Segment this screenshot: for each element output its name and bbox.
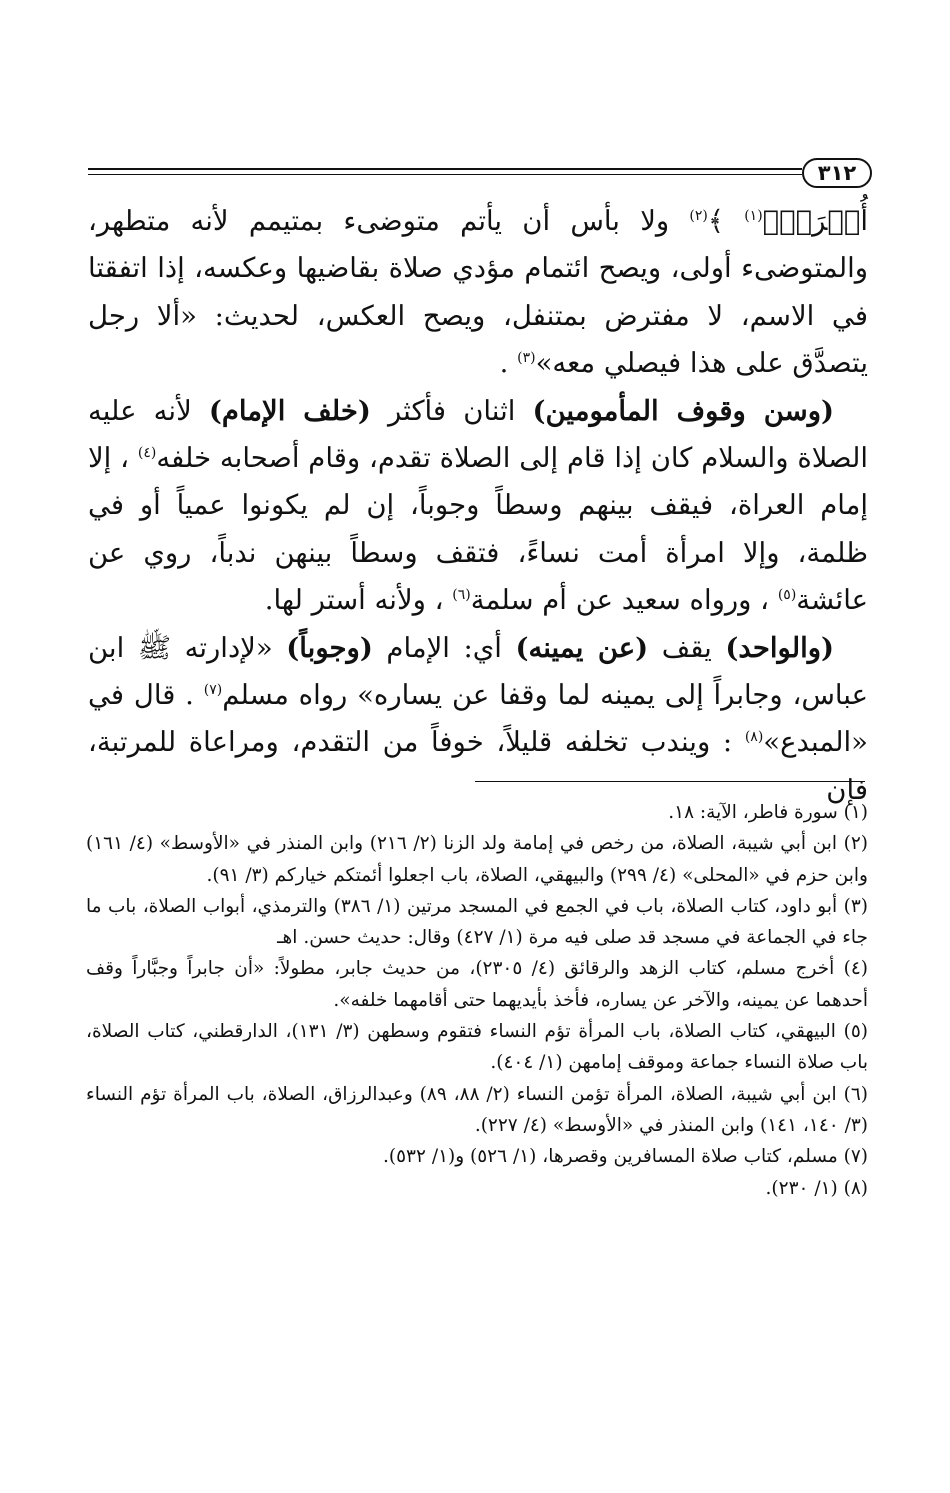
text-segment: أي: الإمام: [372, 631, 516, 664]
text-segment: اثنان فأكثر: [370, 394, 533, 427]
text-segment: .: [499, 347, 518, 380]
paragraph: [88, 625, 868, 815]
footnote-marker: (٧): [203, 681, 223, 698]
text-segment: ﴾: [707, 205, 745, 237]
bold-text: (وجوباً): [286, 631, 373, 664]
footnote: [86, 828, 868, 891]
footnote-number: (٨): [843, 1177, 868, 1199]
footnotes: [86, 797, 868, 1204]
footnote-number: (٥): [843, 1021, 868, 1043]
footnote-number: (٦): [843, 1083, 868, 1105]
text-segment: أُخۡرَىٰۚ: [762, 205, 868, 237]
footnote-marker: (٦): [452, 587, 471, 604]
footnote-number: (١): [843, 802, 868, 823]
footnote-text: أبو داود، كتاب الصلاة، باب في الجمع في المسجد مرتين (١/ ٣٨٦) والترمذي، أبواب الصلاة، باب ما جاء في الجماعة في مسجد قد صلى فيه مرة (١/ ٤٢٧) وقال: حديث حسن. اهـ: [86, 895, 868, 949]
footnote-number: (٢): [843, 833, 868, 855]
text-segment: «لإدارته ﷺ ابن عباس، وجابراً إلى يمينه لما وقفا عن يساره» رواه مسلم: [88, 631, 868, 712]
footnote-text: سورة فاطر، الآية: ١٨.: [668, 802, 844, 823]
footnote: [86, 1079, 868, 1142]
text-segment: ، إلا إمام العراة، فيقف بينهم وسطاً وجوباً، إن لم يكونوا عمياً أو في ظلمة، وإلا امرأة أمت نساءً، فتقف وسطاً بينهن ندباً، روي عن عائشة: [88, 442, 868, 617]
paragraph: [88, 198, 868, 388]
footnote-number: (٤): [843, 958, 868, 980]
footnote-number: (٧): [843, 1146, 868, 1168]
footnote: [86, 953, 868, 1016]
footnote-text: ابن أبي شيبة، الصلاة، المرأة تؤمن النساء (٢/ ٨٨، ٨٩) وعبدالرزاق، الصلاة، باب المرأة تؤم النساء (٣/ ١٤٠، ١٤١) وابن المنذر في «الأوسط» (٤/ ٢٢٧).: [86, 1083, 868, 1136]
page-header: [88, 158, 872, 192]
text-segment: يقف: [648, 631, 726, 664]
bold-text: (خلف الإمام): [208, 394, 371, 427]
footnote-separator: [475, 781, 865, 782]
footnote-marker: (٣): [517, 350, 536, 367]
page-number: ٣١٢: [802, 158, 872, 188]
header-rule: [88, 168, 802, 170]
footnote-text: (١/ ٢٣٠).: [765, 1177, 844, 1199]
text-segment: ، ولأنه أستر لها.: [264, 584, 453, 617]
footnote: [86, 1141, 868, 1172]
footnote-marker: (٥): [777, 587, 797, 604]
footnote-marker: (١): [744, 207, 763, 224]
footnote-text: البيهقي، كتاب الصلاة، باب المرأة تؤم النساء فتقوم وسطهن (٣/ ١٣١)، الدارقطني، كتاب الصلاة، باب صلاة النساء جماعة وموقف إمامهن (١/ ٤٠٤).: [86, 1021, 868, 1074]
text-segment: : ويندب تخلفه قليلاً، خوفاً من التقدم، ومراعاة للمرتبة، فإن: [88, 726, 868, 806]
bold-text: (والواحد): [725, 631, 835, 664]
footnote-text: مسلم، كتاب صلاة المسافرين وقصرها، (١/ ٥٢٦) و(١/ ٥٣٢).: [383, 1146, 844, 1168]
footnote: [86, 1016, 868, 1079]
footnote-text: ابن أبي شيبة، الصلاة، من رخص في إمامة ولد الزنا (٢/ ٢١٦) وابن المنذر في «الأوسط» (٤/ ١٦١) وابن حزم في «المحلى» (٤/ ٢٩٩) والبيهقي، الصلاة، باب اجعلوا أئمتكم خياركم (٣/ ٩١).: [86, 833, 868, 886]
footnote-marker: (٨): [744, 729, 764, 746]
footnote: [86, 1173, 868, 1204]
paragraph: [88, 388, 868, 625]
footnote-text: أخرج مسلم، كتاب الزهد والرقائق (٤/ ٢٣٠٥)، من حديث جابر، مطولاً: «أن جابراً وجبَّاراً وقف أحدهما عن يمينه، والآخر عن يساره، فأخذ بأيديهما حتى أقامهما خلفه».: [86, 958, 868, 1011]
bold-text: (عن يمينه): [515, 631, 649, 664]
footnote-marker: (٤): [137, 444, 157, 461]
footnote: [86, 891, 868, 954]
footnote-number: (٣): [843, 895, 868, 917]
text-segment: لأنه عليه الصلاة والسلام كان إذا قام إلى الصلاة تقدم، وقام أصحابه خلفه: [88, 394, 868, 475]
text-segment: ولا بأس أن يأتم متوضىء بمتيمم لأنه متطهر، والمتوضىء أولى، ويصح ائتمام مؤدي صلاة بقاضيها وعكسه، إذا اتفقتا في الاسم، لا مفترض بمتنفل، ويصح العكس، لحديث: «ألا رجل يتصدَّق على هذا فيصلي معه»: [88, 205, 868, 380]
header-rule-thin: [88, 174, 802, 175]
text-segment: . قال في «المبدع»: [88, 679, 868, 759]
main-text: [88, 198, 868, 814]
bold-text: (وسن وقوف المأمومين): [532, 394, 834, 427]
footnote: [86, 797, 868, 828]
text-segment: ، ورواه سعيد عن أم سلمة: [470, 584, 778, 617]
footnote-marker: (٢): [689, 207, 708, 224]
